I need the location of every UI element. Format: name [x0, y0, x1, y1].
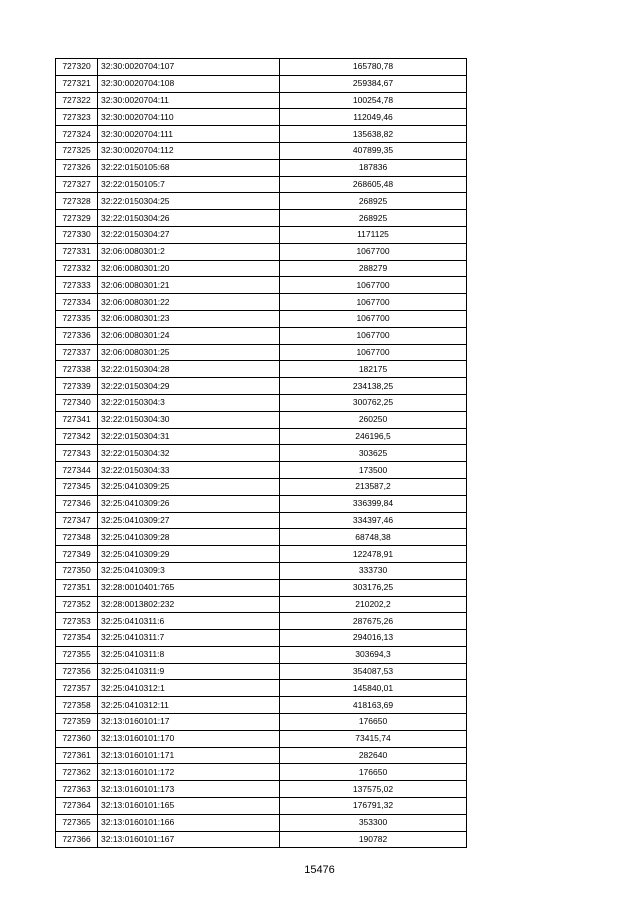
cadastral-number-cell: 32:06:0080301:24 [98, 327, 280, 344]
table-row [56, 142, 467, 159]
value-cell: 176650 [280, 714, 467, 731]
table-row [56, 714, 467, 731]
value-cell: 210202,2 [280, 596, 467, 613]
row-id-cell: 727361 [56, 747, 98, 764]
row-id-cell: 727337 [56, 344, 98, 361]
row-id-cell: 727362 [56, 764, 98, 781]
table-row [56, 193, 467, 210]
value-cell: 1067700 [280, 344, 467, 361]
table-row [56, 747, 467, 764]
cadastral-number-cell: 32:25:0410309:27 [98, 512, 280, 529]
value-cell: 1067700 [280, 310, 467, 327]
row-id-cell: 727333 [56, 277, 98, 294]
cadastral-number-cell: 32:22:0150304:29 [98, 378, 280, 395]
cadastral-number-cell: 32:25:0410312:11 [98, 697, 280, 714]
table-row [56, 781, 467, 798]
cadastral-number-cell: 32:06:0080301:20 [98, 260, 280, 277]
cadastral-number-cell: 32:13:0160101:172 [98, 764, 280, 781]
cadastral-number-cell: 32:30:0020704:11 [98, 92, 280, 109]
cadastral-number-cell: 32:22:0150304:3 [98, 394, 280, 411]
row-id-cell: 727358 [56, 697, 98, 714]
row-id-cell: 727349 [56, 546, 98, 563]
table-row [56, 59, 467, 76]
table-row [56, 428, 467, 445]
value-cell: 246196,5 [280, 428, 467, 445]
table-row [56, 126, 467, 143]
row-id-cell: 727341 [56, 411, 98, 428]
table-row [56, 562, 467, 579]
cadastral-number-cell: 32:30:0020704:107 [98, 59, 280, 76]
value-cell: 176650 [280, 764, 467, 781]
table-row [56, 814, 467, 831]
table-row [56, 159, 467, 176]
value-cell: 173500 [280, 462, 467, 479]
cadastral-number-cell: 32:30:0020704:110 [98, 109, 280, 126]
value-cell: 260250 [280, 411, 467, 428]
row-id-cell: 727336 [56, 327, 98, 344]
table-row [56, 512, 467, 529]
value-cell: 145840,01 [280, 680, 467, 697]
table-row [56, 831, 467, 848]
table-row [56, 92, 467, 109]
value-cell: 165780,78 [280, 59, 467, 76]
cadastral-number-cell: 32:22:0150105:7 [98, 176, 280, 193]
value-cell: 334397,46 [280, 512, 467, 529]
cadastral-number-cell: 32:30:0020704:112 [98, 142, 280, 159]
row-id-cell: 727338 [56, 361, 98, 378]
value-cell: 68748,38 [280, 529, 467, 546]
table-row [56, 411, 467, 428]
value-cell: 300762,25 [280, 394, 467, 411]
table-row [56, 109, 467, 126]
row-id-cell: 727334 [56, 294, 98, 311]
row-id-cell: 727356 [56, 663, 98, 680]
row-id-cell: 727344 [56, 462, 98, 479]
table-row [56, 663, 467, 680]
row-id-cell: 727360 [56, 730, 98, 747]
value-cell: 303694,3 [280, 646, 467, 663]
row-id-cell: 727351 [56, 579, 98, 596]
cadastral-number-cell: 32:25:0410311:7 [98, 630, 280, 647]
row-id-cell: 727332 [56, 260, 98, 277]
table-body [56, 59, 467, 848]
value-cell: 190782 [280, 831, 467, 848]
table-row [56, 478, 467, 495]
value-cell: 135638,82 [280, 126, 467, 143]
cadastral-number-cell: 32:30:0020704:111 [98, 126, 280, 143]
cadastral-number-cell: 32:22:0150304:33 [98, 462, 280, 479]
value-cell: 112049,46 [280, 109, 467, 126]
row-id-cell: 727328 [56, 193, 98, 210]
cadastral-number-cell: 32:06:0080301:23 [98, 310, 280, 327]
row-id-cell: 727357 [56, 680, 98, 697]
page-number: 15476 [304, 864, 335, 876]
cadastral-number-cell: 32:13:0160101:170 [98, 730, 280, 747]
value-cell: 418163,69 [280, 697, 467, 714]
row-id-cell: 727342 [56, 428, 98, 445]
table-row [56, 445, 467, 462]
value-cell: 187836 [280, 159, 467, 176]
row-id-cell: 727329 [56, 210, 98, 227]
cadastral-number-cell: 32:25:0410309:3 [98, 562, 280, 579]
value-cell: 268925 [280, 210, 467, 227]
row-id-cell: 727350 [56, 562, 98, 579]
table-row [56, 529, 467, 546]
row-id-cell: 727330 [56, 226, 98, 243]
cadastral-number-cell: 32:22:0150304:25 [98, 193, 280, 210]
cadastral-number-cell: 32:06:0080301:22 [98, 294, 280, 311]
value-cell: 303625 [280, 445, 467, 462]
value-cell: 259384,67 [280, 75, 467, 92]
table-row [56, 176, 467, 193]
table-row [56, 344, 467, 361]
row-id-cell: 727327 [56, 176, 98, 193]
table-row [56, 798, 467, 815]
value-cell: 122478,91 [280, 546, 467, 563]
table-row [56, 361, 467, 378]
row-id-cell: 727364 [56, 798, 98, 815]
table-row [56, 646, 467, 663]
cadastral-number-cell: 32:28:0013802:232 [98, 596, 280, 613]
row-id-cell: 727324 [56, 126, 98, 143]
table-row [56, 764, 467, 781]
cadastral-number-cell: 32:22:0150304:26 [98, 210, 280, 227]
row-id-cell: 727346 [56, 495, 98, 512]
row-id-cell: 727343 [56, 445, 98, 462]
row-id-cell: 727339 [56, 378, 98, 395]
cadastral-number-cell: 32:25:0410312:1 [98, 680, 280, 697]
row-id-cell: 727353 [56, 613, 98, 630]
cadastral-number-cell: 32:13:0160101:165 [98, 798, 280, 815]
row-id-cell: 727340 [56, 394, 98, 411]
row-id-cell: 727345 [56, 478, 98, 495]
value-cell: 336399,84 [280, 495, 467, 512]
table-row [56, 495, 467, 512]
table-row [56, 730, 467, 747]
value-cell: 73415,74 [280, 730, 467, 747]
cadastral-number-cell: 32:25:0410311:6 [98, 613, 280, 630]
value-cell: 100254,78 [280, 92, 467, 109]
value-cell: 1171125 [280, 226, 467, 243]
value-cell: 137575,02 [280, 781, 467, 798]
table-row [56, 378, 467, 395]
cadastral-number-cell: 32:13:0160101:17 [98, 714, 280, 731]
cadastral-number-cell: 32:22:0150304:28 [98, 361, 280, 378]
table-row [56, 462, 467, 479]
cadastral-number-cell: 32:25:0410311:8 [98, 646, 280, 663]
table-row [56, 596, 467, 613]
row-id-cell: 727363 [56, 781, 98, 798]
row-id-cell: 727348 [56, 529, 98, 546]
value-cell: 268605,48 [280, 176, 467, 193]
value-cell: 1067700 [280, 294, 467, 311]
row-id-cell: 727359 [56, 714, 98, 731]
row-id-cell: 727355 [56, 646, 98, 663]
row-id-cell: 727322 [56, 92, 98, 109]
table-row [56, 310, 467, 327]
row-id-cell: 727325 [56, 142, 98, 159]
table-row [56, 75, 467, 92]
table-row [56, 260, 467, 277]
value-cell: 1067700 [280, 327, 467, 344]
cadastral-number-cell: 32:06:0080301:2 [98, 243, 280, 260]
value-cell: 294016,13 [280, 630, 467, 647]
table-row [56, 613, 467, 630]
table-row [56, 210, 467, 227]
cadastral-number-cell: 32:06:0080301:21 [98, 277, 280, 294]
cadastral-number-cell: 32:06:0080301:25 [98, 344, 280, 361]
cadastral-number-cell: 32:30:0020704:108 [98, 75, 280, 92]
table-row [56, 630, 467, 647]
cadastral-number-cell: 32:25:0410311:9 [98, 663, 280, 680]
row-id-cell: 727321 [56, 75, 98, 92]
table-row [56, 697, 467, 714]
value-cell: 282640 [280, 747, 467, 764]
cadastral-number-cell: 32:22:0150304:32 [98, 445, 280, 462]
value-cell: 176791,32 [280, 798, 467, 815]
row-id-cell: 727354 [56, 630, 98, 647]
cadastral-number-cell: 32:28:0010401:765 [98, 579, 280, 596]
table-row [56, 243, 467, 260]
row-id-cell: 727347 [56, 512, 98, 529]
table-row [56, 546, 467, 563]
table-row [56, 226, 467, 243]
value-cell: 288279 [280, 260, 467, 277]
row-id-cell: 727320 [56, 59, 98, 76]
row-id-cell: 727326 [56, 159, 98, 176]
value-cell: 407899,35 [280, 142, 467, 159]
cadastral-number-cell: 32:22:0150105:68 [98, 159, 280, 176]
row-id-cell: 727366 [56, 831, 98, 848]
row-id-cell: 727323 [56, 109, 98, 126]
table-row [56, 327, 467, 344]
table-row [56, 277, 467, 294]
value-cell: 1067700 [280, 243, 467, 260]
data-table [55, 58, 467, 848]
value-cell: 1067700 [280, 277, 467, 294]
cadastral-number-cell: 32:25:0410309:29 [98, 546, 280, 563]
cadastral-number-cell: 32:25:0410309:28 [98, 529, 280, 546]
value-cell: 213587,2 [280, 478, 467, 495]
table-row [56, 579, 467, 596]
cadastral-number-cell: 32:13:0160101:171 [98, 747, 280, 764]
value-cell: 354087,53 [280, 663, 467, 680]
cadastral-number-cell: 32:13:0160101:167 [98, 831, 280, 848]
cadastral-number-cell: 32:13:0160101:173 [98, 781, 280, 798]
table-row [56, 680, 467, 697]
value-cell: 182175 [280, 361, 467, 378]
cadastral-number-cell: 32:13:0160101:166 [98, 814, 280, 831]
row-id-cell: 727352 [56, 596, 98, 613]
value-cell: 333730 [280, 562, 467, 579]
row-id-cell: 727335 [56, 310, 98, 327]
value-cell: 287675,26 [280, 613, 467, 630]
row-id-cell: 727331 [56, 243, 98, 260]
row-id-cell: 727365 [56, 814, 98, 831]
table-row [56, 294, 467, 311]
cadastral-number-cell: 32:22:0150304:30 [98, 411, 280, 428]
value-cell: 303176,25 [280, 579, 467, 596]
cadastral-number-cell: 32:25:0410309:26 [98, 495, 280, 512]
cadastral-number-cell: 32:22:0150304:27 [98, 226, 280, 243]
cadastral-number-cell: 32:22:0150304:31 [98, 428, 280, 445]
cadastral-number-cell: 32:25:0410309:25 [98, 478, 280, 495]
value-cell: 234138,25 [280, 378, 467, 395]
value-cell: 268925 [280, 193, 467, 210]
table-row [56, 394, 467, 411]
value-cell: 353300 [280, 814, 467, 831]
